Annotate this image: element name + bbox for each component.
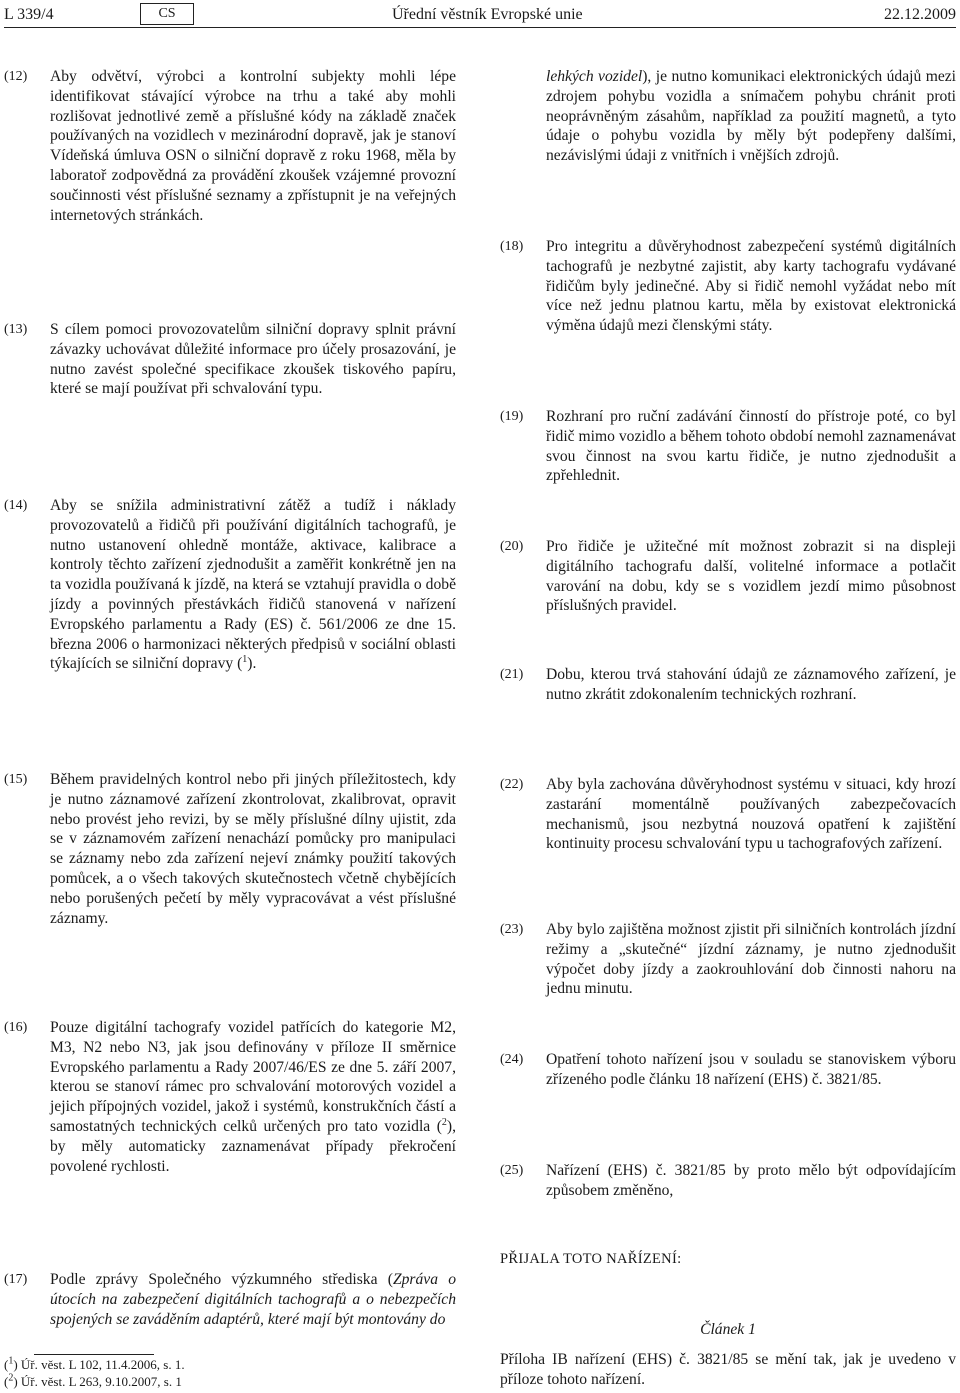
recital-number: (16) — [4, 1020, 28, 1035]
recital-number: (13) — [4, 322, 28, 337]
recital-text: Rozhraní pro ruční zadávání činností do přístroje poté, co byl řidič mimo vozidlo a během tohoto období nemohl zaznamenávat svou činnost na svou kartu řidiče, je nutno zjednodušit a zpřehlednit. — [546, 408, 956, 485]
recital-14 — [4, 496, 456, 674]
recital-21 — [500, 665, 956, 705]
recital-number: (12) — [4, 69, 28, 84]
recital-22 — [500, 775, 956, 854]
footnote-divider — [34, 1354, 154, 1355]
recital-text: Dobu, kterou trvá stahování údajů ze záznamového zařízení, je nutno zkrátit zdokonalením technických rozhraní. — [546, 666, 956, 703]
adoption-heading: PŘIJALA TOTO NAŘÍZENÍ: — [500, 1251, 682, 1267]
recital-12 — [4, 67, 456, 225]
recital-number: (25) — [500, 1163, 524, 1178]
page-header — [4, 3, 956, 28]
recital-text: Pro řidiče je užitečné mít možnost zobrazit si na displeji digitálního tachografu další, volitelné informace a potlačit varování na dobu, kdy se s vozidlem jezdí mimo působnost příslušných pravidel. — [546, 538, 956, 615]
journal-title: Úřední věstník Evropské unie — [392, 6, 583, 23]
recital-number: (15) — [4, 772, 28, 787]
recital-number: (23) — [500, 922, 524, 937]
footnote-2: ($^2$) Úř. věst. L 263, 9.10.2007, s. 1 — [4, 1372, 182, 1389]
recital-text: Opatření tohoto nařízení jsou v souladu se stanoviskem výboru zřízeného podle článku 18 nařízení (EHS) č. 3821/85. — [546, 1051, 956, 1088]
recital-20 — [500, 537, 956, 616]
recital-number: (17) — [4, 1272, 28, 1287]
recital-text: Během pravidelných kontrol nebo při jiných příležitostech, kdy je nutno záznamové zařízení zkontrolovat, zkalibrovat, opravit nebo provést jeho revizi, by se měly příslušné dílny ujistit, zda se v záznamovém zařízení nenachází pomůcky pro manipulaci se záznamy nebo zda zařízení nejeví známky použití takových pomůcek, a o všech takových skutečnostech včetně chybějících nebo porušených pečetí by měly vypracovávat a vést příslušné záznamy. — [50, 771, 456, 927]
publication-date: 22.12.2009 — [884, 6, 956, 23]
recital-number: (19) — [500, 409, 524, 424]
recital-text: Nařízení (EHS) č. 3821/85 by proto mělo být odpovídajícím způsobem změněno, — [546, 1162, 956, 1199]
recital-16 — [4, 1018, 456, 1176]
article-1-text: Příloha IB nařízení (EHS) č. 3821/85 se mění tak, jak je uvedeno v příloze tohoto nařízení. — [500, 1351, 956, 1388]
page-reference: L 339/4 — [4, 6, 54, 23]
recital-18 — [500, 237, 956, 336]
recital-number: (18) — [500, 239, 524, 254]
recital-number: (21) — [500, 667, 524, 682]
recital-13 — [4, 320, 456, 399]
recital-text: Aby se snížila administrativní zátěž a tudíž i náklady provozovatelů a řidičů při používání digitálních tachografů, je nutno ustanovení ohledně montáže, aktivace, kalibrace a kontroly těchto zařízení zjednodušit a zaměřit konkrétně jen na ta vozidla používaná k jízdě, na která se vztahují pravidla o době jízdy a povinných přestávkách řidičů stanovená v nařízení Evropského parlamentu a Rady (ES) č. 561/2006 ze dne 15. března 2006 o harmonizaci některých předpisů v sociální oblasti týkajících se silniční dopravy ($^1$). — [50, 497, 456, 673]
footnote-1: ($^1$) Úř. věst. L 102, 11.4.2006, s. 1. — [4, 1355, 185, 1372]
recital-text: S cílem pomoci provozovatelům silniční dopravy splnit právní závazky uchovávat důležité informace pro účely prosazování, je nutno zavést společné specifikace zkoušek tiskového papíru, které se mají používat při schvalování typu. — [50, 321, 456, 398]
recital-17-continuation: lehkých vozidel), je nutno komunikaci elektronických údajů mezi zdrojem pohybu vozidla a snímačem pohybu chránit proti neoprávněným zásahům, například za použití magnetů, a tyto údaje o pohybu vozidla by měly být podepřeny dalšími, nezávislými údaji z vnitřních i vnějších zdrojů. — [546, 68, 956, 165]
recital-text: Pouze digitální tachografy vozidel patřících do kategorie M2, M3, N2 nebo N3, jak jsou definovány v příloze II směrnice Evropského parlamentu a Rady 2007/46/ES ze dne 5. září 2007, kterou se stanoví rámec pro schvalování motorových vozidel a jejich přípojných vozidel, jakož i systémů, konstrukčních částí a samostatných technických celků určených pro tato vozidla ($^2$), by měly automaticky zaznamenávat případy překročení povolené rychlosti. — [50, 1019, 456, 1175]
language-badge: CS — [140, 3, 194, 25]
recital-text: Aby byla zachována důvěryhodnost systému v situaci, kdy hrozí zastarání momentálně používaných zabezpečovacích mechanismů, jsou nezbytná nouzová opatření k zajištění kontinuity procesu schvalování typu u tachografových zařízení. — [546, 776, 956, 853]
recital-text: Pro integritu a důvěryhodnost zabezpečení systémů digitálních tachografů je nezbytné zajistit, aby karty tachografu vydávané řidičům byly jedinečné. Aby si řidič nemohl vyžádat nebo mít více než jednu platnou kartu, měla by existovat elektronická výměna údajů mezi členskými státy. — [546, 238, 956, 335]
recital-number: (22) — [500, 777, 524, 792]
recital-number: (24) — [500, 1052, 524, 1067]
recital-24 — [500, 1050, 956, 1090]
recital-17 — [4, 1270, 456, 1329]
recital-25 — [500, 1161, 956, 1201]
article-title: Článek 1 — [700, 1321, 756, 1338]
recital-text: Aby odvětví, výrobci a kontrolní subjekty mohli lépe identifikovat stávající výrobce na trhu a také aby mohli rozlišovat jednotlivé země a příslušné kódy na základě značek používaných na vozidlech v mezinárodní dopravě, jak je stanoví Vídeňská úmluva OSN o silniční dopravě z roku 1968, měla by laboratoř zodpovědná za provádění zkoušek vzájemné provozní součinnosti vést příslušné seznamy a zpřístupnit je na veřejných internetových stránkách. — [50, 68, 456, 224]
recital-number: (14) — [4, 498, 28, 513]
recital-23 — [500, 920, 956, 999]
recital-19 — [500, 407, 956, 486]
recital-text: Aby bylo zajištěna možnost zjistit při silničních kontrolách jízdní režimy a „skutečné“ jízdní záznamy, je nutno zjednodušit výpočet doby jízdy a zaokrouhlování dob činnosti nahoru na jednu minutu. — [546, 921, 956, 998]
recital-text: Podle zprávy Společného výzkumného střediska (Zpráva o útocích na zabezpečení digitálních tachografů a o nebezpečích spojených se zaváděním adaptérů, které mají být montovány do — [50, 1271, 456, 1328]
recital-number: (20) — [500, 539, 524, 554]
recital-15 — [4, 770, 456, 928]
footnotes — [4, 1356, 456, 1390]
